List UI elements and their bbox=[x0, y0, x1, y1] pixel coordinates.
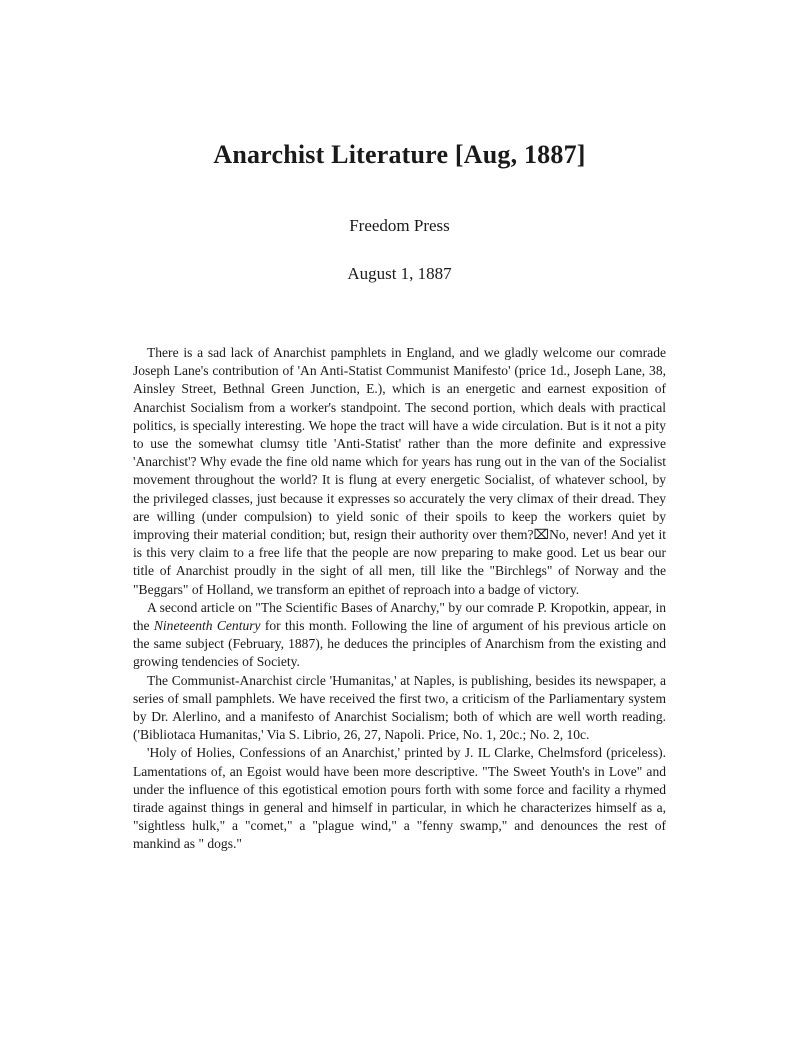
document-date: August 1, 1887 bbox=[347, 264, 452, 283]
paragraph-1: There is a sad lack of Anarchist pamphlets in England, and we gladly welcome our comrade Joseph Lane's contribution of 'An Anti-Statist Communist Manifesto' (price 1d., Joseph Lane, 38, Ainsley Street, Bethnal Green Junction, E.), which is an energetic and earnest exposition of Anarchist Socialism from a worker's standpoint. The second portion, which deals with practical politics, is specially interesting. We hope the tract will have a wide circulation. But is it not a pity to use the somewhat clumsy title 'Anti-Statist' rather than the more definite and expressive 'Anarchist'? Why evade the fine old name which for years has rung out in the van of the Socialist movement throughout the world? It is flung at every energetic Socialist, of whatever school, by the privileged classes, just because it expresses so accurately the very climax of their dread. They are willing (under compulsion) to yield sonic of their spoils to keep the workers quiet by improving their material condition; but, resign their authority over them?⌧No, never! And yet it is this very claim to a free life that the people are now preparing to make good. Let us bear our title of Anarchist proudly in the sight of all men, till like the "Birchlegs" of Norway and the "Beggars" of Holland, we transform an epithet of reproach into a badge of victory. bbox=[133, 345, 666, 597]
document-body bbox=[133, 344, 666, 854]
publication-title: Nineteenth Century bbox=[153, 618, 261, 634]
document-title: Anarchist Literature [Aug, 1887] bbox=[213, 140, 586, 169]
paragraph-3: The Communist-Anarchist circle 'Humanitas,' at Naples, is publishing, besides its newspaper, a series of small pamphlets. We have received the first two, a criticism of the Parliamentary system by Dr. Alerlino, and a manifesto of Anarchist Socialism; both of which are well worth reading. ('Bibliotaca Humanitas,' Via S. Librio, 26, 27, Napoli. Price, No. 1, 20c.; No. 2, 10c. bbox=[133, 672, 666, 743]
paragraph-2-before: A second article on "The Scientific Bases of Anarchy," by our comrade P. Kropotkin, appear, in the bbox=[133, 599, 666, 634]
paragraph-2 bbox=[133, 599, 666, 672]
document-author: Freedom Press bbox=[349, 216, 450, 235]
paragraph-4: 'Holy of Holies, Confessions of an Anarchist,' printed by J. IL Clarke, Chelmsford (priceless). Lamentations of, an Egoist would have been more descriptive. "The Sweet Youth's in Love" and under the influence of this egotistical emotion pours forth with some force and facility a rhymed tirade against things in general and himself in particular, in which he characterizes himself as a, "sightless hulk," a "comet," a "plague wind," a "fenny swamp," and denounces the rest of mankind as " dogs." bbox=[133, 745, 666, 852]
paragraph-2-after: for this month. Following the line of argument of his previous article on the same subject (February, 1887), he deduces the principles of Anarchism from the existing and growing tendencies of Society. bbox=[133, 618, 666, 670]
